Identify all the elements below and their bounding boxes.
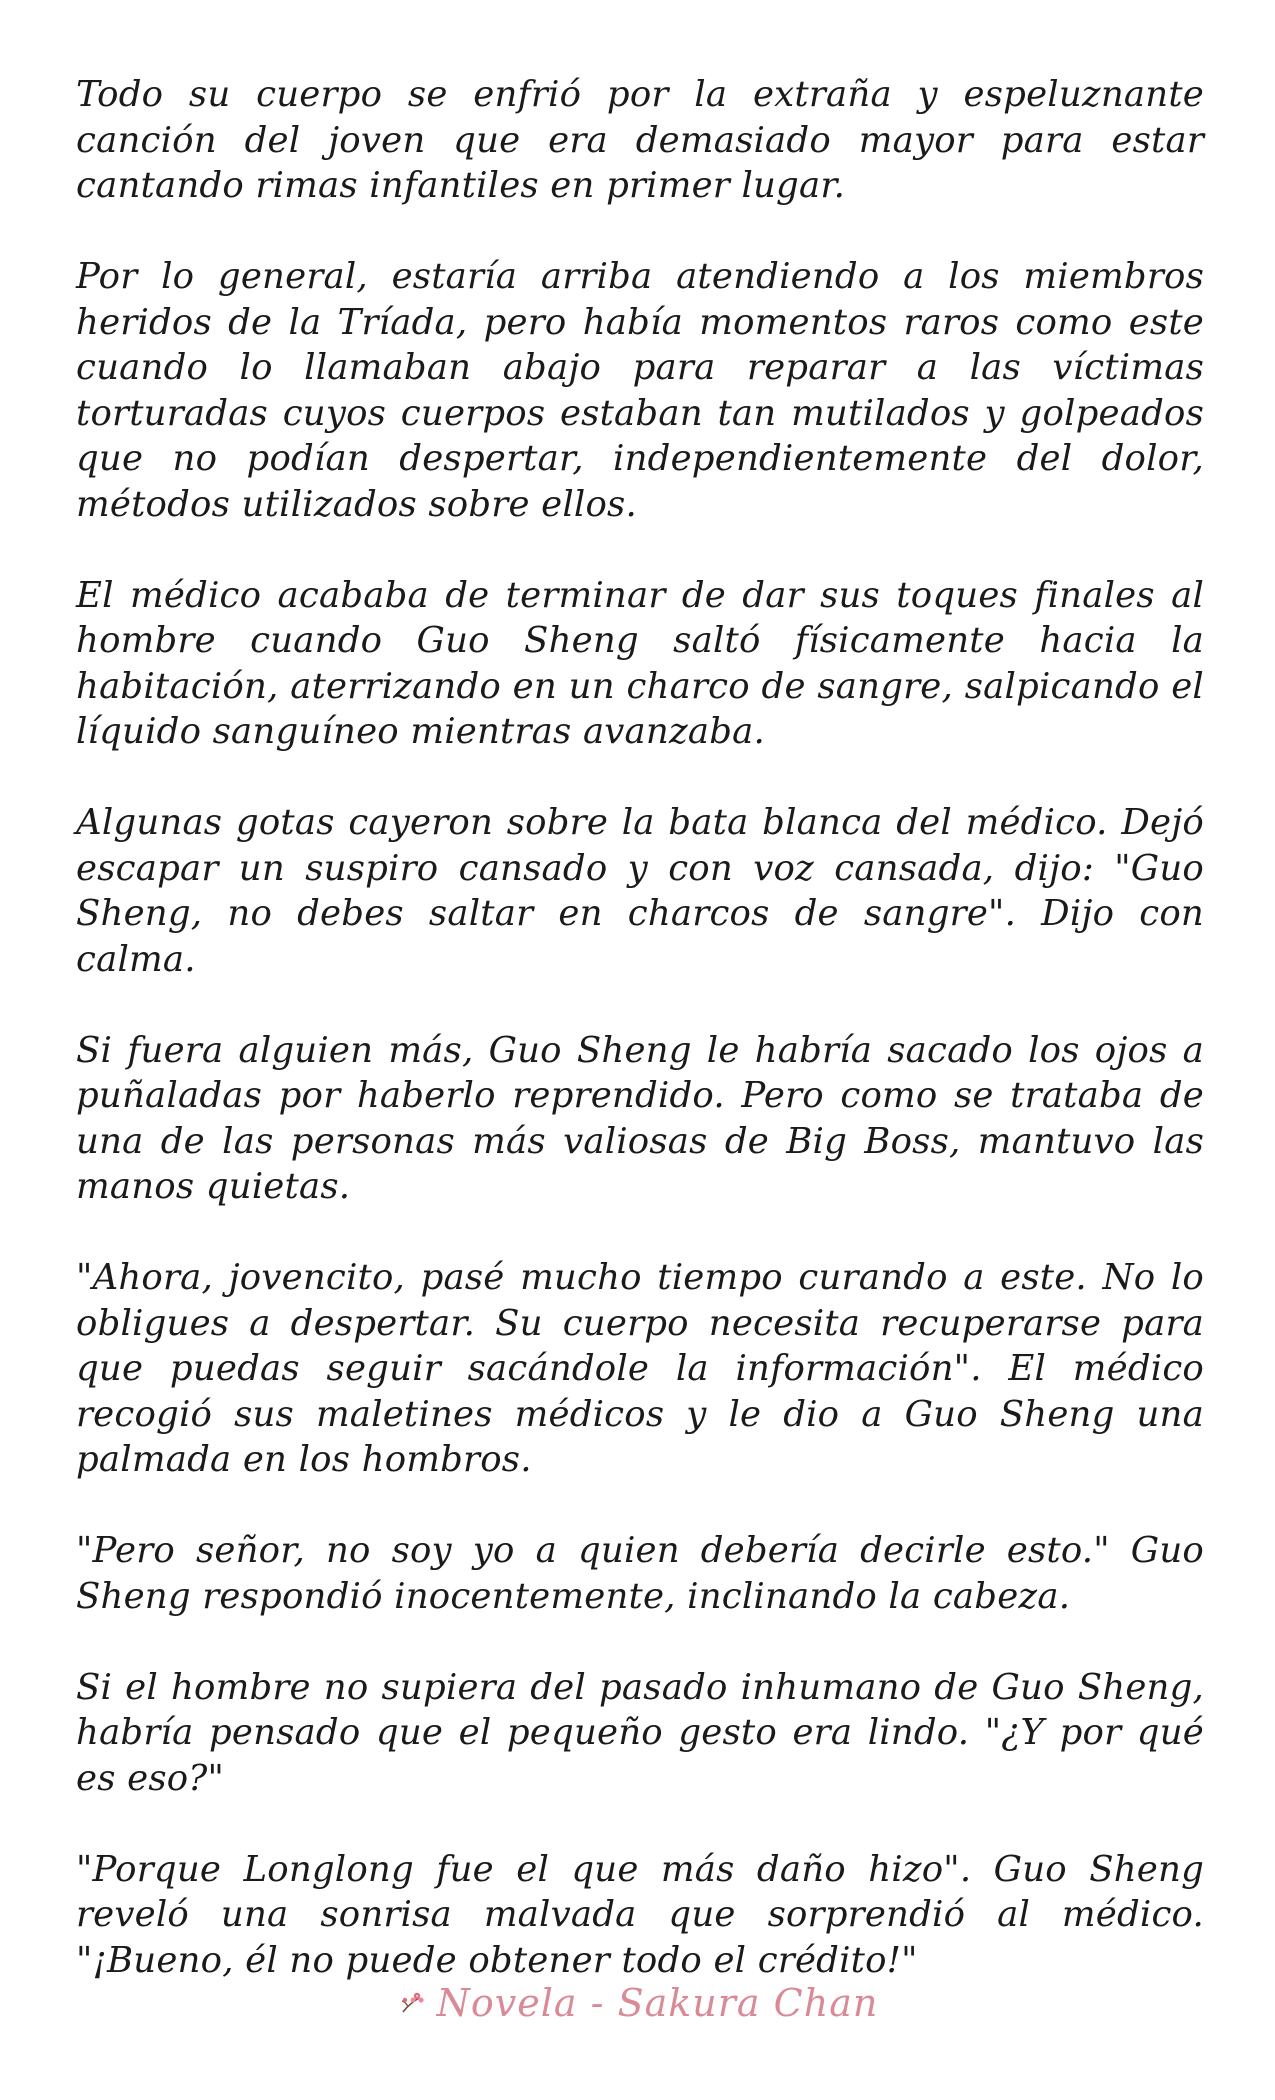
paragraph-6: "Ahora, jovencito, pasé mucho tiempo curando a este. No lo obligues a despertar. Su cuerpo necesita recuperarse para que puedas seguir sacándole la información". El médico recogió sus maletines médicos y le dio a Guo Sheng una palmada en los hombros. [76,1257,1204,1480]
paragraph-4: Algunas gotas cayeron sobre la bata blanca del médico. Dejó escapar un suspiro cansado y con voz cansada, dijo: "Guo Sheng, no debes saltar en charcos de sangre". Dijo con calma. [76,802,1204,980]
paragraph-1: Todo su cuerpo se enfrió por la extraña y espeluznante canción del joven que era demasiado mayor para estar cantando rimas infantiles en primer lugar. [76,74,1204,206]
paragraph-5: Si fuera alguien más, Guo Sheng le habría sacado los ojos a puñaladas por haberlo reprendido. Pero como se trataba de una de las personas más valiosas de Big Boss, mantuvo las manos quietas. [76,1029,1204,1207]
watermark [0,1978,1275,2028]
paragraph-3: El médico acababa de terminar de dar sus toques finales al hombre cuando Guo Sheng saltó físicamente hacia la habitación, aterrizando en un charco de sangre, salpicando el líquido sanguíneo mientras avanzaba. [76,574,1204,752]
watermark-text: Novela - Sakura Chan [436,1981,879,2025]
paragraph-7: "Pero señor, no soy yo a quien debería decirle esto." Guo Sheng respondió inocentemente, inclinando la cabeza. [76,1530,1204,1617]
paragraph-2: Por lo general, estaría arriba atendiendo a los miembros heridos de la Tríada, pero había momentos raros como este cuando lo llamaban abajo para reparar a las víctimas torturadas cuyos cuerpos estaban tan mutilados y golpeados que no podían despertar, independientemente del dolor, métodos utilizados sobre ellos. [76,256,1204,525]
paragraph-9: "Porque Longlong fue el que más daño hizo". Guo Sheng reveló una sonrisa malvada que sorprendió al médico. "¡Bueno, él no puede obtener todo el crédito!" [76,1848,1204,1981]
sakura-flower-icon [397,1988,427,2018]
paragraph-8: Si el hombre no supiera del pasado inhumano de Guo Sheng, habría pensado que el pequeño gesto era lindo. "¿Y por qué es eso?" [76,1666,1204,1799]
chapter-text [76,72,1204,2029]
